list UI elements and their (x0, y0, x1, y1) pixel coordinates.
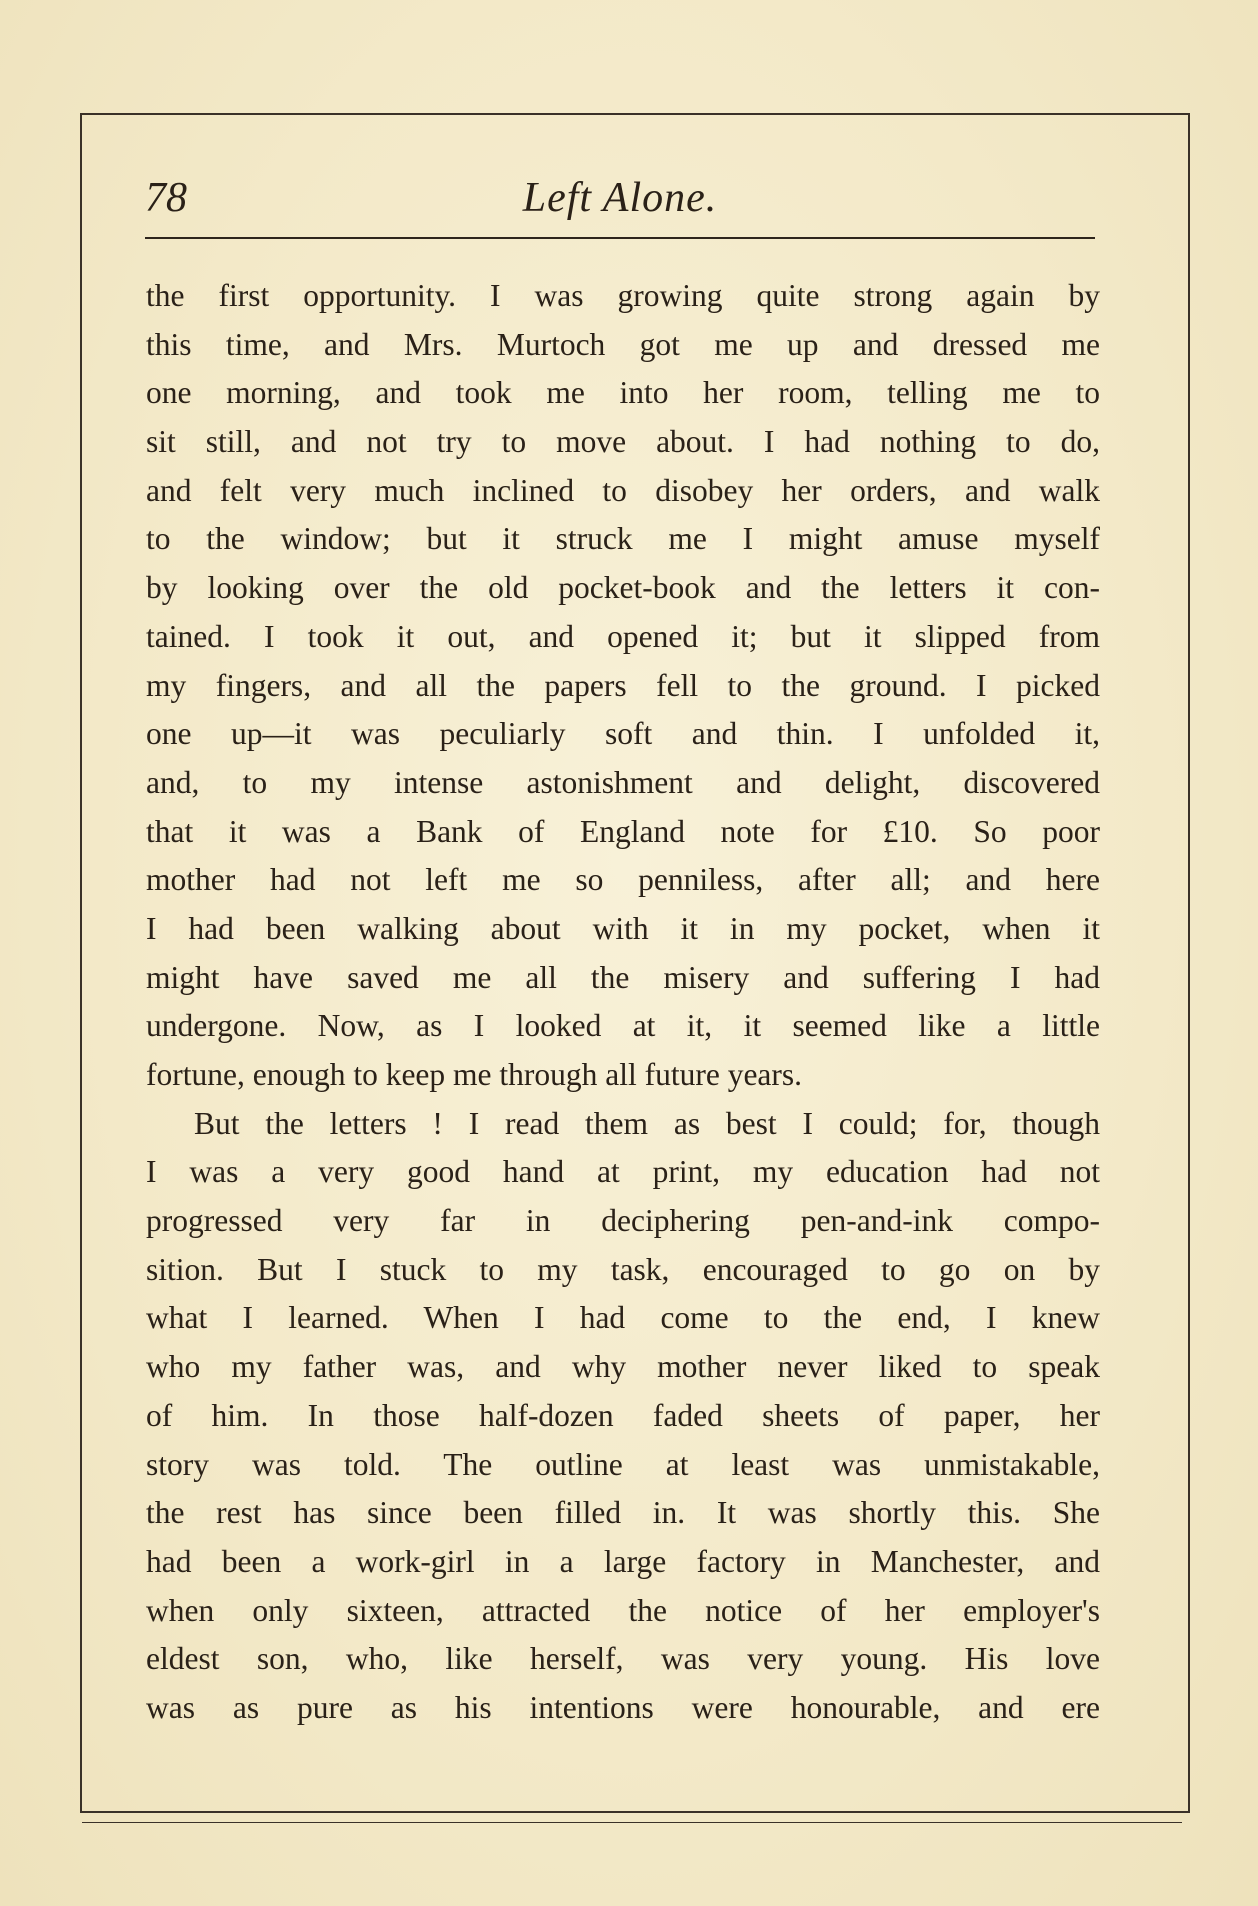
text-line: sit still, and not try to move about. I had nothing to do, (146, 424, 1100, 460)
page-number: 78 (145, 175, 187, 221)
page-header (145, 168, 1095, 228)
page-frame-outer-rule (82, 1822, 1182, 1823)
text-line: I was a very good hand at print, my education had not (146, 1154, 1100, 1190)
text-line: one up—it was peculiarly soft and thin. I unfolded it, (146, 716, 1100, 752)
text-line: to the window; but it struck me I might amuse myself (146, 521, 1100, 557)
text-line: of him. In those half-dozen faded sheets of paper, her (146, 1397, 1100, 1433)
text-line: my fingers, and all the papers fell to the ground. I picked (146, 667, 1100, 703)
running-title: Left Alone. (522, 175, 718, 221)
text-line: that it was a Bank of England note for £10. So poor (146, 813, 1100, 849)
text-line: was as pure as his intentions were honourable, and ere (146, 1689, 1100, 1725)
text-line: and, to my intense astonishment and delight, discovered (146, 764, 1100, 800)
text-line: when only sixteen, attracted the notice of her employer's (146, 1592, 1100, 1628)
text-line: sition. But I stuck to my task, encouraged to go on by (146, 1251, 1100, 1287)
text-line: fortune, enough to keep me through all future years. (146, 1057, 803, 1092)
text-line: the first opportunity. I was growing quite strong again by (146, 278, 1100, 313)
header-rule (145, 237, 1095, 239)
text-line: I had been walking about with it in my pocket, when it (146, 910, 1100, 946)
text-line: what I learned. When I had come to the end, I knew (146, 1300, 1100, 1336)
text-line: who my father was, and why mother never liked to speak (146, 1349, 1100, 1385)
text-line: by looking over the old pocket-book and the letters it con- (146, 570, 1100, 606)
text-line: and felt very much inclined to disobey her orders, and walk (146, 472, 1100, 508)
text-line: undergone. Now, as I looked at it, it seemed like a little (146, 1008, 1100, 1044)
text-line: But the letters ! I read them as best I could; for, though (194, 1105, 1100, 1141)
text-line: the rest has since been filled in. It was shortly this. She (146, 1495, 1100, 1531)
text-line: this time, and Mrs. Murtoch got me up and dressed me (146, 326, 1100, 362)
text-line: tained. I took it out, and opened it; but it slipped from (146, 618, 1100, 654)
text-line: mother had not left me so penniless, after all; and here (146, 862, 1100, 898)
text-line: story was told. The outline at least was unmistakable, (146, 1446, 1100, 1482)
text-line: might have saved me all the misery and suffering I had (146, 959, 1100, 995)
text-line: progressed very far in deciphering pen-and-ink compo- (146, 1203, 1100, 1239)
text-line: eldest son, who, like herself, was very young. His love (146, 1641, 1100, 1677)
text-line: had been a work-girl in a large factory in Manchester, and (146, 1543, 1100, 1579)
body-text (146, 272, 1100, 1733)
text-line: one morning, and took me into her room, telling me to (146, 375, 1100, 411)
